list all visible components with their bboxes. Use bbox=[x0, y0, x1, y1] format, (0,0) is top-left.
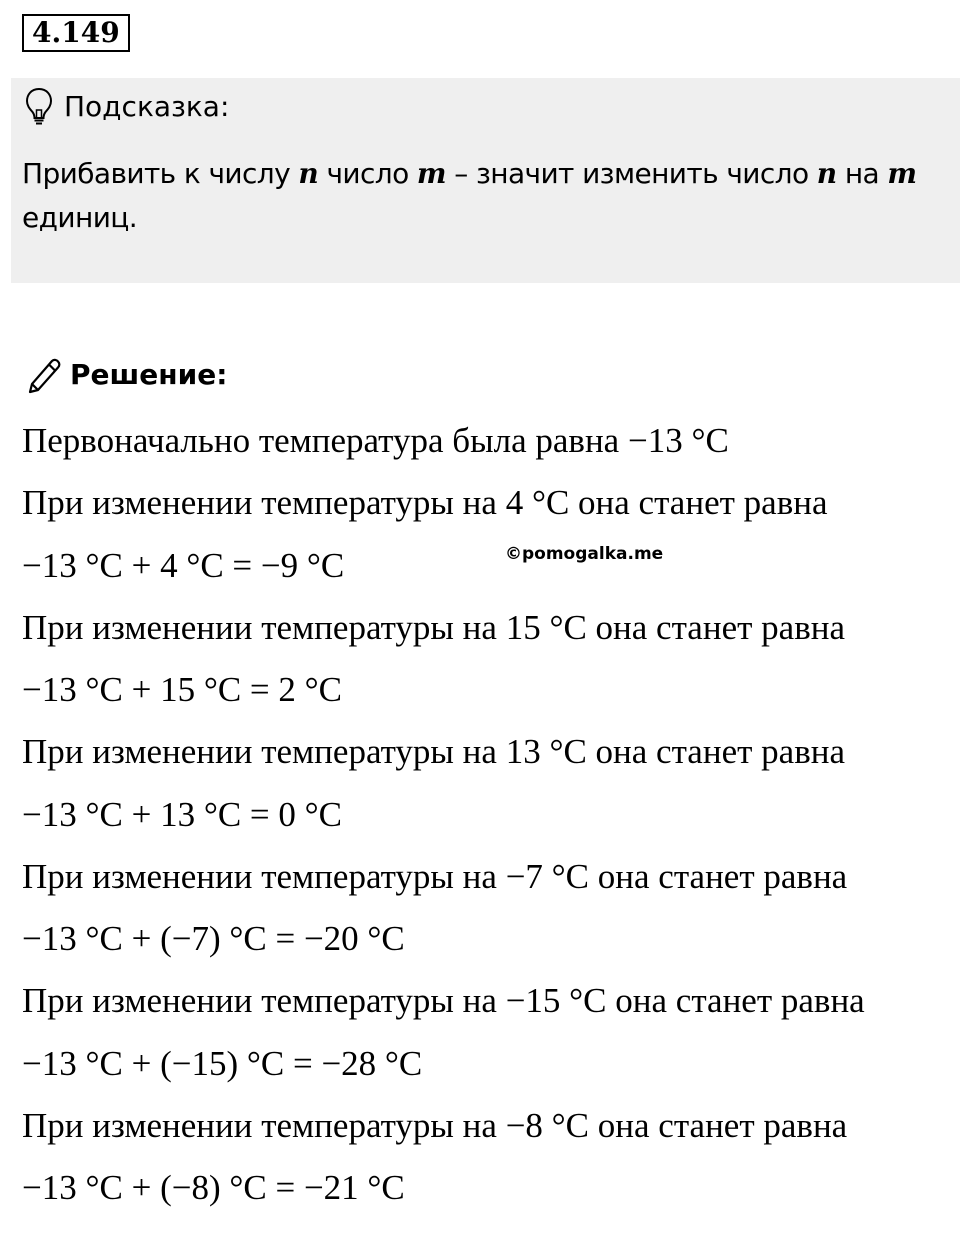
solution-line: −13 °C + (−7) °C = −20 °C bbox=[22, 919, 405, 958]
solution-line: При изменении температуры на −7 °C она станет равна bbox=[22, 856, 848, 896]
pencil-icon bbox=[24, 354, 64, 394]
watermark: ©pomogalka.me bbox=[505, 544, 664, 564]
variable-m: m bbox=[887, 157, 917, 190]
solution-line: −13 °C + 13 °C = 0 °C bbox=[22, 794, 342, 834]
solution-line: При изменении температуры на 13 °C она станет равна bbox=[22, 732, 845, 772]
solution-line: Первоначально температура была равна −13 °C bbox=[22, 421, 729, 460]
hint-text-part: единиц bbox=[22, 201, 129, 234]
solution-line: При изменении температуры на 15 °C она станет равна bbox=[22, 607, 845, 647]
solution-line: При изменении температуры на −15 °C она станет равна bbox=[22, 981, 865, 1021]
solution-line: −13 °C + 4 °C = −9 °C bbox=[22, 545, 345, 585]
lightbulb-icon bbox=[24, 86, 54, 126]
hint-text-part: – значит bbox=[445, 157, 583, 190]
solution-line: При изменении температуры на −8 °C она станет равна bbox=[22, 1105, 848, 1145]
hint-text-part: число bbox=[318, 157, 417, 190]
hint-text-part: . bbox=[128, 201, 138, 234]
hint-title bbox=[24, 84, 229, 128]
variable-m: m bbox=[416, 157, 446, 190]
hint-text-part: изменить число bbox=[582, 157, 817, 190]
hint-text-part: Прибавить к числу bbox=[22, 157, 299, 190]
solution-line: −13 °C + (−8) °C = −21 °C bbox=[22, 1168, 405, 1207]
solution-line: −13 °C + 15 °C = 2 °C bbox=[22, 670, 342, 709]
solution-title-text: Решение: bbox=[70, 357, 228, 391]
problem-number: 4.149 bbox=[22, 14, 130, 52]
variable-n: n bbox=[816, 157, 837, 190]
solution-line: −13 °C + (−15) °C = −28 °C bbox=[22, 1043, 423, 1083]
solution-line: При изменении температуры на 4 °C она станет равна bbox=[22, 483, 828, 523]
hint-title-text: Подсказка: bbox=[64, 89, 230, 123]
solution-title bbox=[24, 352, 227, 396]
variable-n: n bbox=[298, 157, 319, 190]
hint-text-part: на bbox=[836, 157, 888, 190]
hint-text bbox=[22, 152, 947, 240]
solution-lines bbox=[22, 414, 952, 1223]
